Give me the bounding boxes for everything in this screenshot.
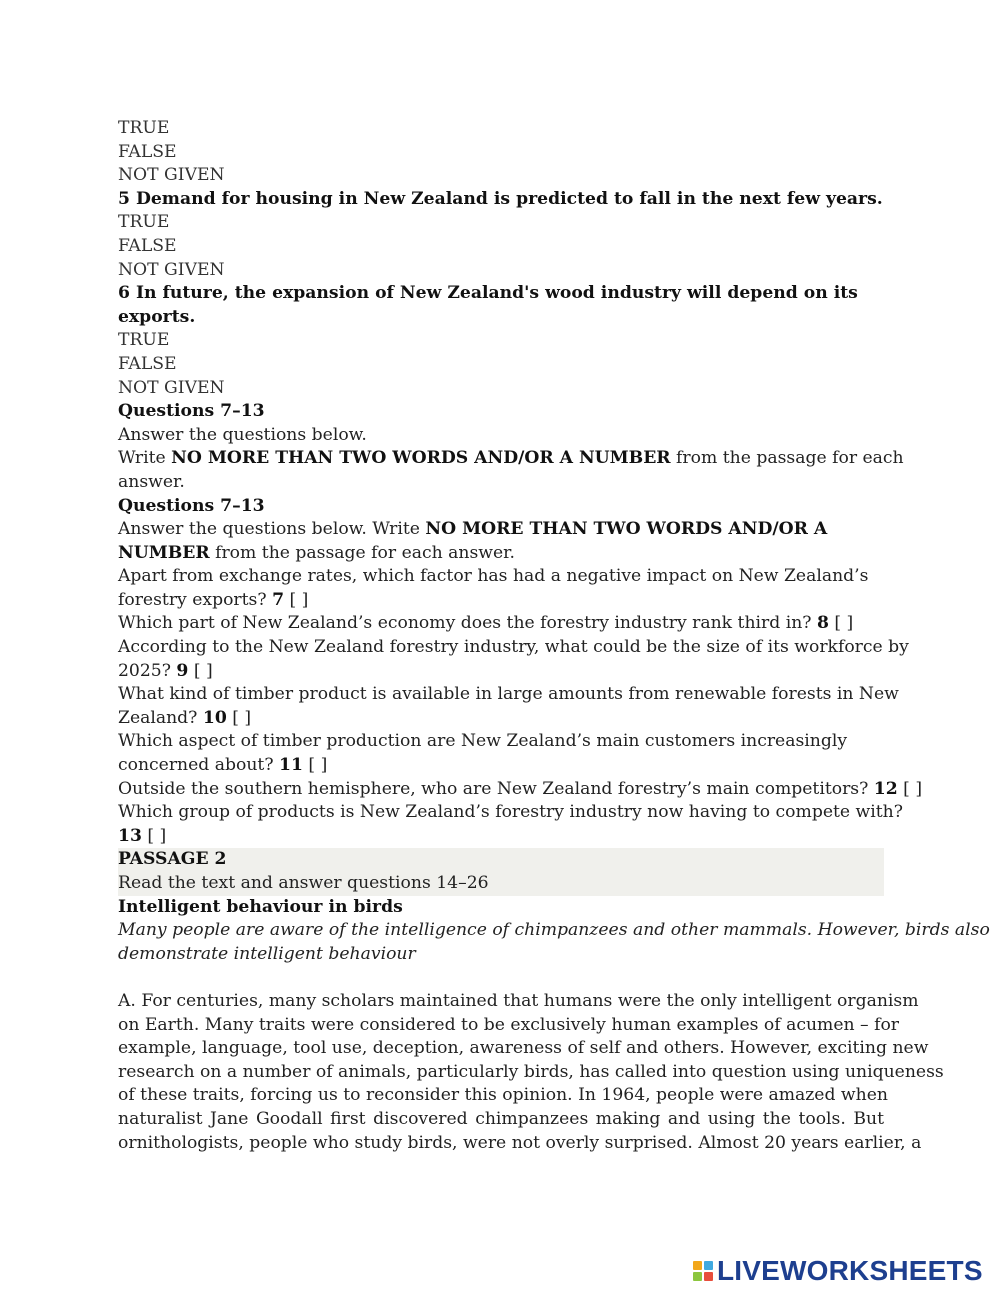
paragraph-line: naturalist Jane Goodall first discovered chimpanzees making and using the tools. But (118, 1108, 884, 1129)
question-10-line1: What kind of timber product is available in large amounts from renewable forests in New (118, 684, 899, 705)
logo-blocks-icon (693, 1261, 713, 1281)
question-7-line2: forestry exports? 7 [ ] (118, 589, 309, 610)
answer-blank-8[interactable]: [ ] (828, 613, 854, 634)
passage-header (118, 848, 884, 895)
answer-blank-7[interactable]: [ ] (284, 589, 309, 610)
question-9-line1: According to the New Zealand forestry industry, what could be the size of its workforce by (118, 637, 909, 658)
question-12: Outside the southern hemisphere, who are New Zealand forestry’s main competitors? 12 [ ] (118, 778, 923, 799)
q4-option-not-given[interactable]: NOT GIVEN (118, 165, 225, 186)
q6-statement-line2: exports. (118, 306, 196, 327)
question-9-line2: 2025? 9 [ ] (118, 660, 213, 681)
answer-blank-11[interactable]: [ ] (302, 755, 328, 776)
paragraph-line: example, language, tool use, deception, awareness of self and others. However, exciting new (118, 1038, 929, 1059)
worksheet-content (118, 117, 990, 1155)
question-13-line1: Which group of products is New Zealand’s forestry industry now having to compete with? (118, 802, 903, 823)
passage-subtitle-line2: demonstrate intelligent behaviour (118, 943, 416, 964)
q6-statement-line1: 6 In future, the expansion of New Zealand's wood industry will depend on its (118, 283, 858, 304)
question-7-line1: Apart from exchange rates, which factor has had a negative impact on New Zealand’s (118, 566, 869, 587)
q4-option-true[interactable]: TRUE (118, 118, 170, 138)
question-13-line2: 13 [ ] (118, 825, 167, 846)
section2-instruction-line2: NUMBER from the passage for each answer. (118, 542, 515, 563)
logo-block (704, 1261, 713, 1270)
liveworksheets-logo[interactable] (693, 1255, 983, 1287)
question-11-line1: Which aspect of timber production are New Zealand’s main customers increasingly (118, 731, 848, 752)
answer-blank-12[interactable]: [ ] (897, 778, 923, 799)
logo-block (693, 1261, 702, 1270)
section2-instruction-line1: Answer the questions below. Write NO MORE THAN TWO WORDS AND/OR A (118, 519, 828, 540)
paragraph-spacer (118, 966, 884, 990)
question-10-line2: Zealand? 10 [ ] (118, 707, 252, 728)
answer-blank-9[interactable]: [ ] (188, 660, 213, 681)
logo-text: LIVEWORKSHEETS (717, 1255, 983, 1286)
q5-option-not-given[interactable]: NOT GIVEN (118, 259, 225, 280)
q5-statement: 5 Demand for housing in New Zealand is predicted to fall in the next few years. (118, 188, 883, 209)
question-11-line2: concerned about? 11 [ ] (118, 755, 328, 776)
q5-option-false[interactable]: FALSE (118, 235, 177, 256)
section1-heading: Questions 7–13 (118, 401, 265, 422)
paragraph-line: on Earth. Many traits were considered to be exclusively human examples of acumen – for (118, 1014, 900, 1035)
section1-instruction: Answer the questions below. (118, 424, 367, 445)
q4-option-false[interactable]: FALSE (118, 141, 177, 162)
paragraph-line: ornithologists, people who study birds, were not overly surprised. Almost 20 years earlier, a (118, 1132, 922, 1153)
section1-write-line2: answer. (118, 471, 185, 492)
q5-option-true[interactable]: TRUE (118, 212, 170, 233)
answer-blank-13[interactable]: [ ] (141, 825, 167, 846)
passage-title: Intelligent behaviour in birds (118, 896, 403, 917)
q6-option-true[interactable]: TRUE (118, 330, 170, 351)
logo-block (704, 1272, 713, 1281)
paragraph-line: research on a number of animals, particularly birds, has called into question using uniqueness (118, 1061, 944, 1082)
paragraph-line: of these traits, forcing us to reconsider this opinion. In 1964, people were amazed when (118, 1085, 888, 1106)
q6-option-false[interactable]: FALSE (118, 353, 177, 374)
logo-block (693, 1272, 702, 1281)
passage-instruction: Read the text and answer questions 14–26 (118, 873, 489, 893)
passage-subtitle-line1: Many people are aware of the intelligence of chimpanzees and other mammals. However, birds also (118, 920, 990, 941)
q6-option-not-given[interactable]: NOT GIVEN (118, 377, 225, 398)
section2-heading: Questions 7–13 (118, 495, 265, 516)
passage-label: PASSAGE 2 (118, 849, 227, 870)
answer-blank-10[interactable]: [ ] (226, 707, 252, 728)
section1-write-line: Write NO MORE THAN TWO WORDS AND/OR A NUMBER from the passage for each (118, 448, 904, 469)
question-8: Which part of New Zealand’s economy does the forestry industry rank third in? 8 [ ] (118, 613, 854, 634)
paragraph-line: A. For centuries, many scholars maintained that humans were the only intelligent organism (118, 990, 919, 1011)
paragraph-a (118, 990, 944, 1155)
